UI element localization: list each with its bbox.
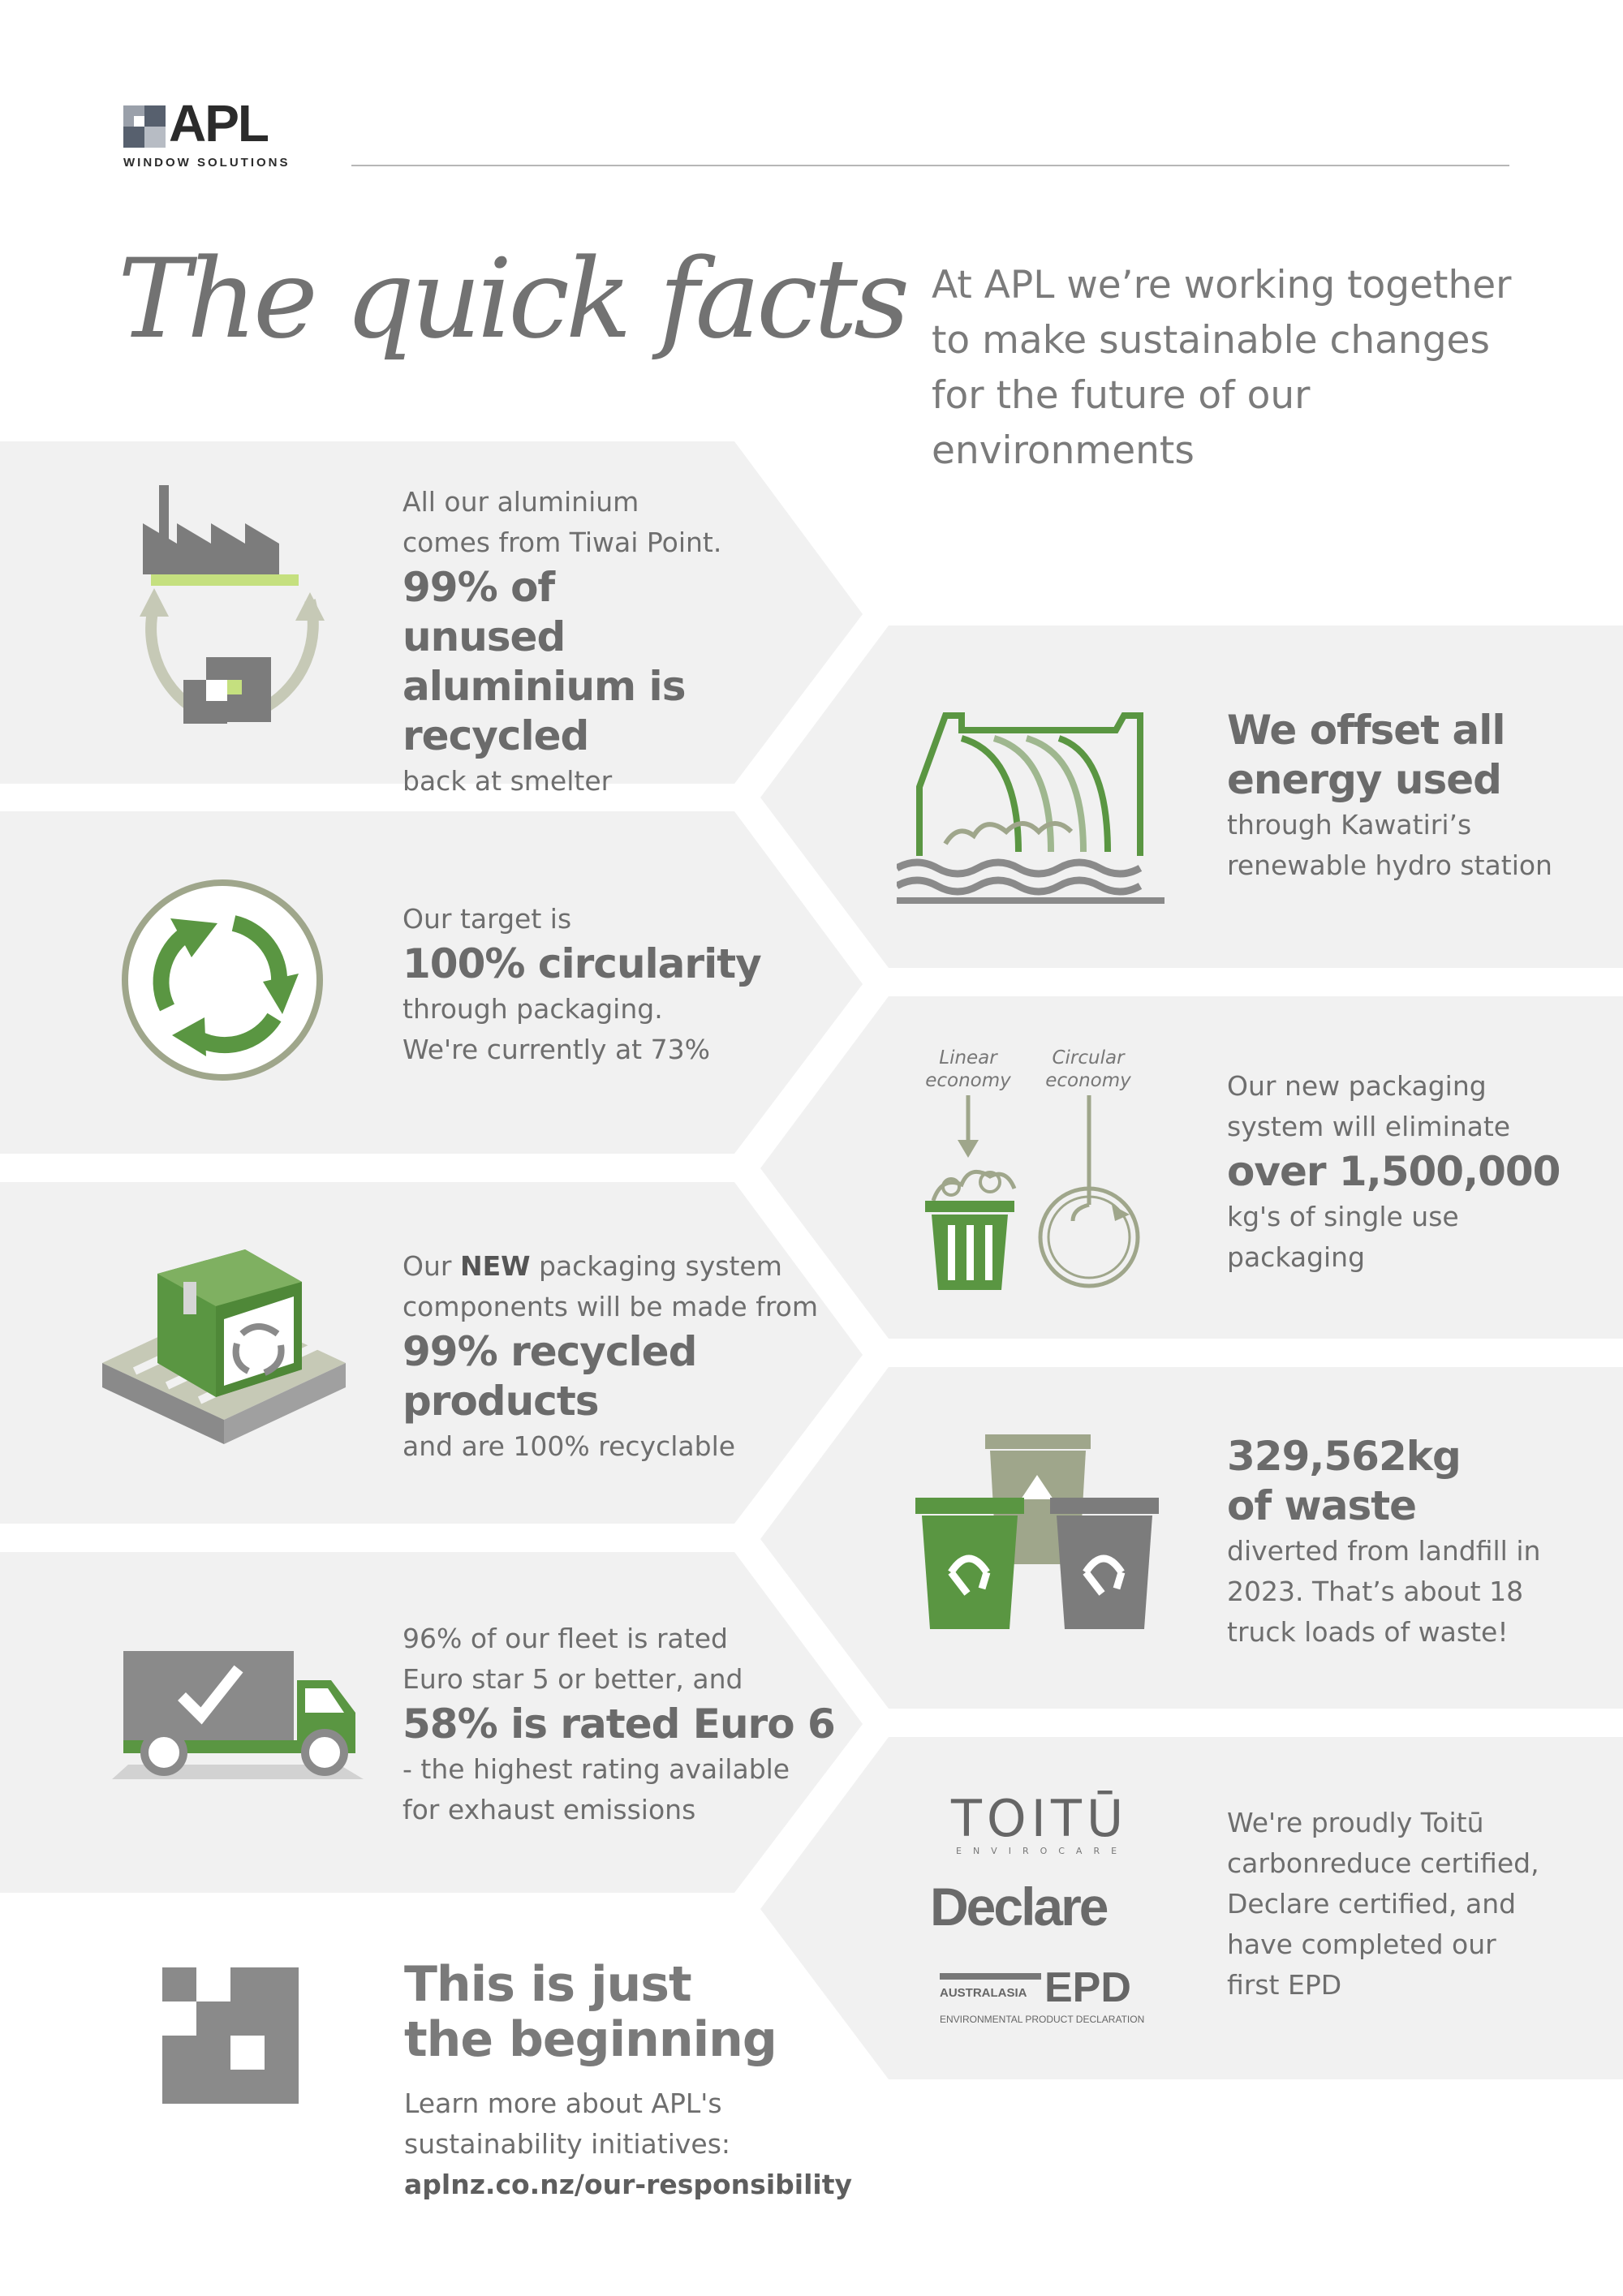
fact-circularity-highlight: 100% circularity	[403, 940, 761, 987]
cta-title-line-2: the beginning	[404, 2011, 777, 2068]
fact-energy-text: We offset all energy used through Kawatiri’s renewable hydro station	[1227, 707, 1552, 881]
recycle-bins-icon	[915, 1434, 1163, 1633]
fact-circularity-text: Our target is 100% circularity through packaging. We're currently at 73%	[403, 903, 761, 1065]
cta-block	[404, 1957, 852, 2205]
fact-aluminium-highlight: 99% of unused aluminium is recycled	[403, 564, 686, 759]
epd-logo-bar	[940, 1973, 1041, 1980]
cta-body-line-1: Learn more about APL's	[404, 2087, 722, 2119]
circular-economy-caption: Circular economy	[1045, 1047, 1131, 1091]
fact-packaging-text: Our NEW packaging system components will be made from 99% recycled products and are 100% recyclable	[403, 1250, 818, 1462]
apl-mark-icon	[162, 1967, 299, 2104]
fact-waste-text: 329,562kg of waste diverted from landfill in 2023. That’s about 18 truck loads of waste!	[1227, 1433, 1541, 1648]
cta-body-line-2: sustainability initiatives:	[404, 2128, 731, 2160]
fact-fleet-text: 96% of our fleet is rated Euro star 5 or better, and 58% is rated Euro 6 - the highest rating available for exhaust emissions	[403, 1623, 835, 1825]
fact-fleet-highlight: 58% is rated Euro 6	[403, 1701, 835, 1748]
brand-name: APL	[169, 94, 268, 153]
linear-economy-caption: Linear economy	[925, 1047, 1011, 1091]
truck-check-icon	[112, 1651, 364, 1781]
factory-recycle-icon	[122, 479, 333, 746]
pallet-box-icon	[102, 1249, 350, 1460]
cta-title-line-1: This is just	[404, 1956, 691, 2013]
brand-subtitle: WINDOW SOLUTIONS	[123, 156, 291, 170]
header-divider	[351, 165, 1509, 166]
recycle-circle-icon	[120, 878, 325, 1082]
cta-link[interactable]: aplnz.co.nz/our-responsibility	[404, 2169, 852, 2200]
fact-certs-text: We're proudly Toitū carbonreduce certified, Declare certified, and have completed our first EPD	[1227, 1807, 1539, 2001]
linear-circular-economy-icon	[917, 1091, 1152, 1294]
toitu-logo: TOITŪ	[951, 1789, 1129, 1848]
page-title: The quick facts	[118, 235, 906, 363]
epd-logo-region: AUSTRALASIA	[940, 1986, 1027, 2000]
declare-logo: Declare	[930, 1877, 1107, 1937]
toitu-logo-subtitle: ENVIROCARE	[956, 1846, 1129, 1856]
fact-aluminium-text: All our aluminium comes from Tiwai Point. 99% of unused aluminium is recycled back at smelter	[403, 486, 722, 797]
fact-single-use-highlight: over 1,500,000	[1227, 1148, 1561, 1195]
hydro-dam-icon	[897, 706, 1169, 905]
fact-single-use-text: Our new packaging system will eliminate over 1,500,000 kg's of single use packaging	[1227, 1070, 1561, 1273]
fact-packaging-highlight: 99% recycled products	[403, 1328, 697, 1425]
intro-text: At APL we’re working together to make sustainable changes for the future of our environments	[932, 263, 1512, 473]
fact-energy-highlight: We offset all energy used	[1227, 707, 1505, 803]
epd-logo: EPD	[1044, 1964, 1131, 2011]
apl-logo-mark-icon	[123, 105, 166, 148]
fact-waste-highlight: 329,562kg of waste	[1227, 1433, 1461, 1529]
epd-logo-subtitle: ENVIRONMENTAL PRODUCT DECLARATION	[940, 2014, 1145, 2025]
